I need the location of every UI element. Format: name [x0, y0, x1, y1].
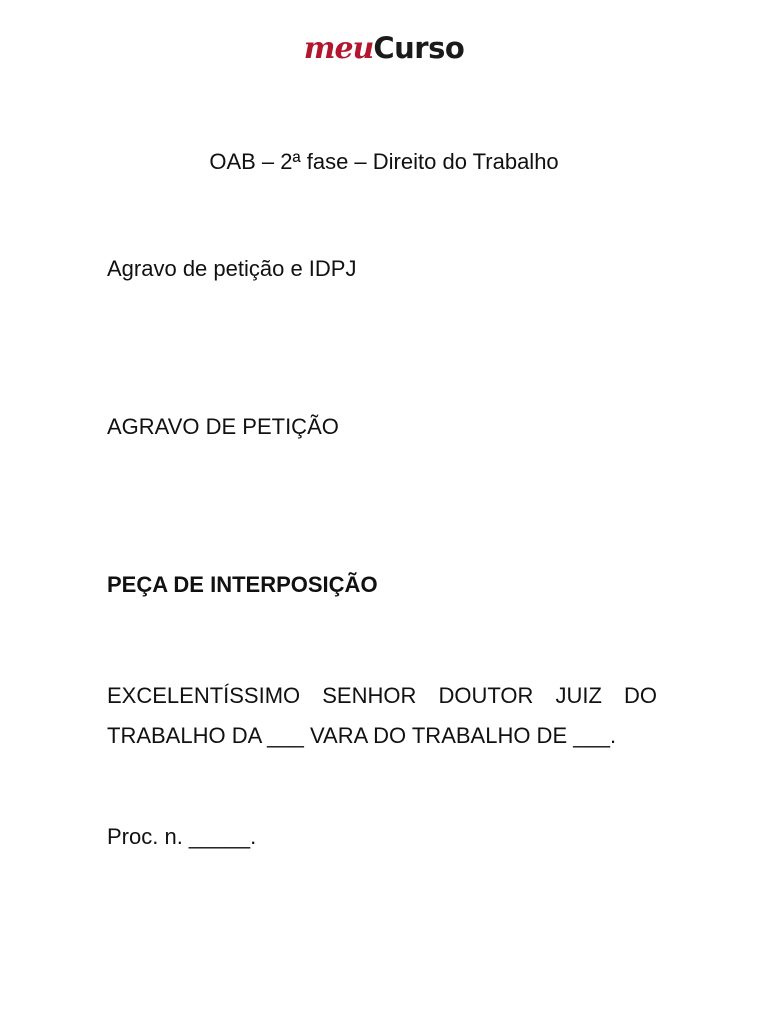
address-word: EXCELENTÍSSIMO [107, 683, 301, 708]
address-line-1 [107, 676, 657, 716]
address-paragraph [107, 676, 657, 756]
logo-curso-text: Curso [373, 31, 465, 65]
address-word: DOUTOR [438, 683, 534, 708]
address-word: JUIZ [555, 683, 602, 708]
section-title: AGRAVO DE PETIÇÃO [107, 414, 339, 439]
document-header-title: OAB – 2ª fase – Direito do Trabalho [209, 149, 559, 174]
address-word: DO [623, 683, 657, 708]
logo-meu-text: meu [303, 31, 374, 66]
document-topic: Agravo de petição e IDPJ [107, 256, 357, 281]
address-word: SENHOR [322, 683, 417, 708]
address-line-2: TRABALHO DA ___ VARA DO TRABALHO DE ___. [107, 723, 617, 748]
brand-logo [0, 28, 768, 74]
subsection-title: PEÇA DE INTERPOSIÇÃO [107, 572, 378, 597]
process-number: Proc. n. _____. [107, 824, 257, 849]
